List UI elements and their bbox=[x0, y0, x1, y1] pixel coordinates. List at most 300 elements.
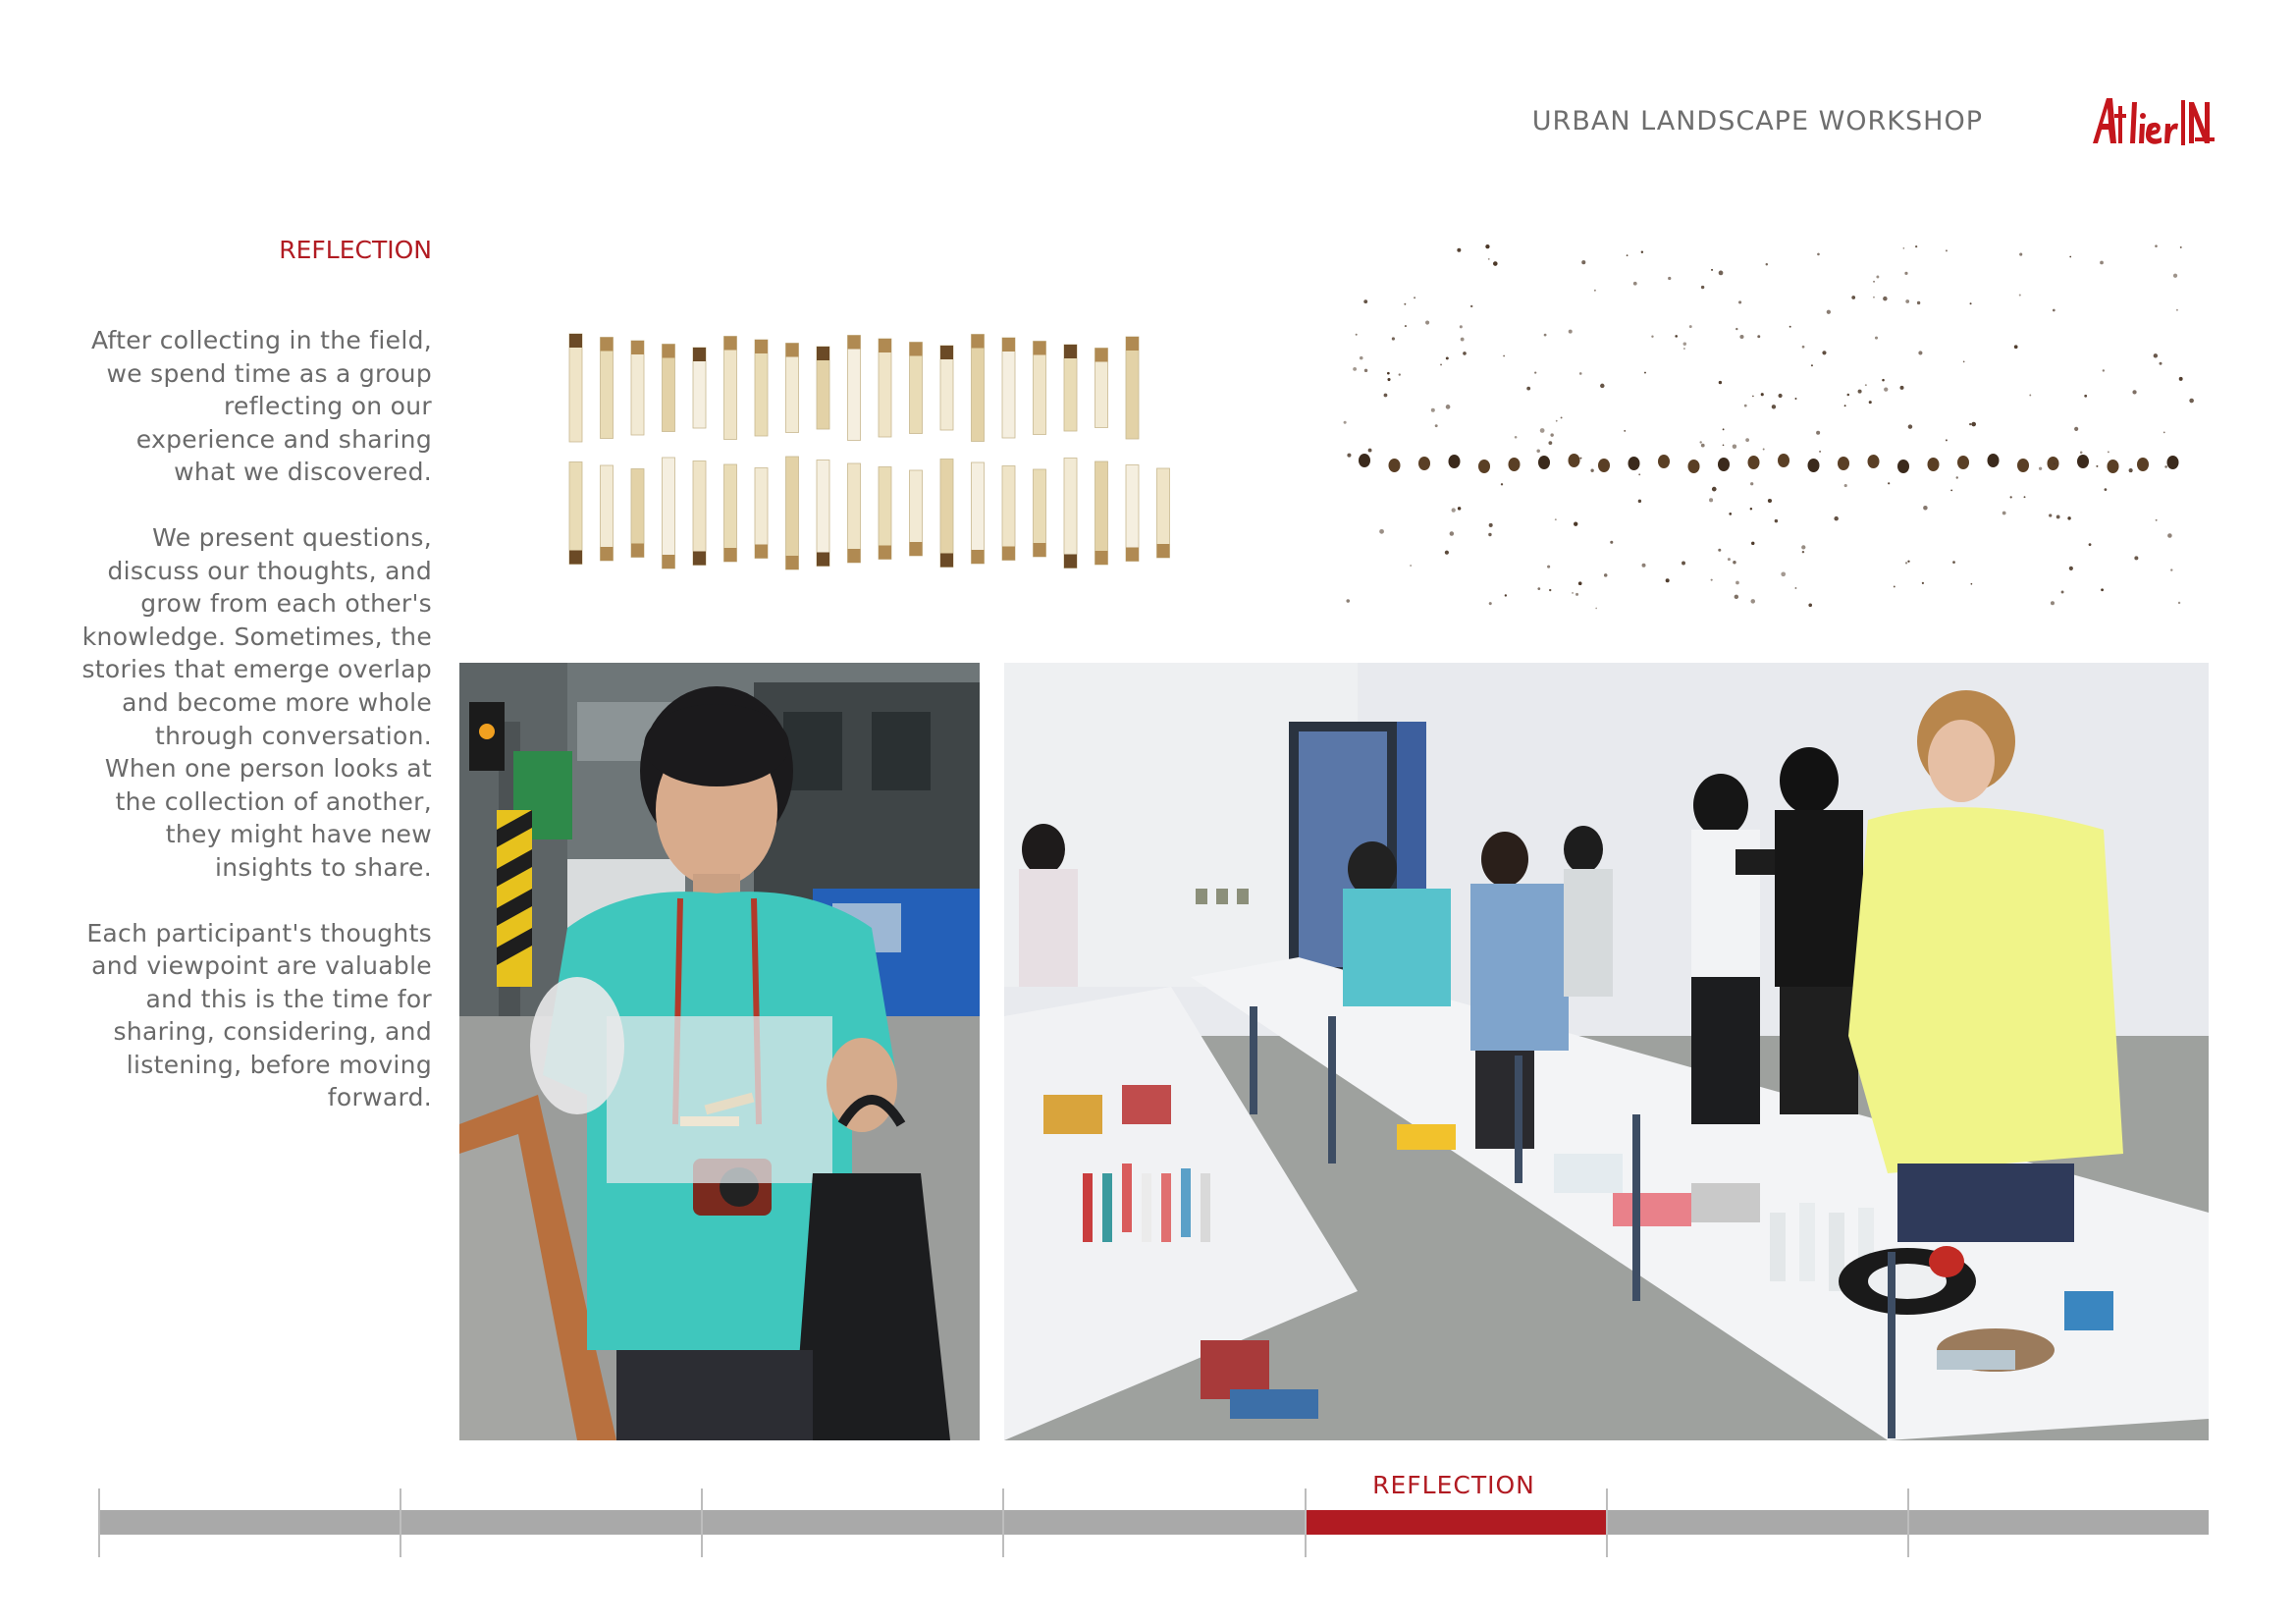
tobacco-remnant bbox=[1449, 455, 1461, 468]
tobacco-speck bbox=[2067, 516, 2070, 519]
tobacco-speck bbox=[1574, 521, 1577, 525]
tobacco-speck bbox=[1384, 394, 1388, 398]
paragraph-2: We present questions, discuss our thoughts, and grow from each other's knowledge. Sometimes, the stories that emerge overlap and become more whole through conversation. When one person looks at the collection of another, they might have new insights to share. bbox=[81, 522, 432, 882]
tobacco-remnant bbox=[1868, 455, 1880, 468]
tobacco-speck bbox=[2089, 543, 2092, 546]
tobacco-remnant bbox=[1688, 460, 1700, 473]
tobacco-speck bbox=[1733, 561, 1735, 564]
tobacco-speck bbox=[2134, 556, 2138, 560]
paragraph-3: Each participant's thoughts and viewpoint are valuable and this is the time for sharing, considering, and listening, before moving forward. bbox=[86, 918, 432, 1112]
tobacco-speck bbox=[2163, 431, 2165, 433]
tobacco-speck bbox=[1905, 562, 1907, 564]
tobacco-speck bbox=[1851, 296, 1855, 299]
tobacco-speck bbox=[1446, 356, 1449, 359]
cigarette-butt bbox=[631, 341, 644, 435]
cigarette-butt bbox=[817, 460, 829, 567]
tobacco-speck bbox=[1610, 541, 1613, 544]
tobacco-speck bbox=[1869, 401, 1872, 404]
tobacco-remnant bbox=[1418, 457, 1430, 470]
tobacco-speck bbox=[1712, 487, 1717, 492]
tobacco-speck bbox=[2039, 467, 2042, 470]
progress-divider bbox=[1907, 1489, 1909, 1557]
tobacco-speck bbox=[1346, 599, 1350, 603]
tobacco-speck bbox=[1347, 454, 1351, 458]
tobacco-speck bbox=[1503, 355, 1505, 357]
tobacco-remnant bbox=[1389, 459, 1401, 472]
tobacco-speck bbox=[1590, 469, 1593, 472]
cigarette-butt bbox=[755, 468, 768, 559]
tobacco-speck bbox=[1387, 372, 1390, 375]
tobacco-speck bbox=[1907, 561, 1909, 563]
tobacco-speck bbox=[2014, 345, 2018, 349]
cigarette-butt bbox=[1002, 338, 1015, 438]
tobacco-speck bbox=[1735, 328, 1737, 330]
tobacco-speck bbox=[1735, 581, 1739, 585]
tobacco-speck bbox=[1847, 394, 1850, 397]
tobacco-remnant bbox=[1988, 454, 2000, 467]
tobacco-speck bbox=[1544, 334, 1547, 337]
tobacco-speck bbox=[2024, 496, 2026, 498]
tobacco-speck bbox=[2084, 395, 2087, 398]
tobacco-speck bbox=[2173, 274, 2177, 278]
cigarette-butt bbox=[786, 344, 799, 433]
tobacco-speck bbox=[1555, 518, 1557, 520]
participant-portrait-photo bbox=[459, 663, 980, 1440]
tobacco-speck bbox=[1882, 379, 1885, 382]
tobacco-speck bbox=[1834, 516, 1839, 521]
cigarette-butt bbox=[663, 458, 675, 568]
tobacco-speck bbox=[1689, 325, 1692, 328]
tobacco-speck bbox=[1918, 351, 1922, 354]
cigarette-butt bbox=[755, 340, 768, 436]
tobacco-speck bbox=[1802, 346, 1805, 349]
header-title: URBAN LANDSCAPE WORKSHOP bbox=[1531, 106, 1983, 136]
tobacco-speck bbox=[1627, 254, 1629, 256]
cigarette-butt bbox=[848, 336, 861, 441]
tobacco-speck bbox=[1888, 482, 1890, 484]
tobacco-speck bbox=[1683, 342, 1686, 345]
tobacco-speck bbox=[1642, 564, 1646, 568]
tobacco-speck bbox=[1410, 565, 1412, 567]
tobacco-speck bbox=[1894, 586, 1896, 588]
cigarette-butts-line-photo bbox=[1335, 226, 2209, 619]
tobacco-speck bbox=[1946, 249, 1948, 251]
progress-divider bbox=[1002, 1489, 1004, 1557]
tobacco-speck bbox=[1638, 500, 1641, 503]
progress-active-segment bbox=[1305, 1510, 1606, 1535]
tobacco-speck bbox=[1435, 424, 1438, 427]
tobacco-speck bbox=[1971, 583, 1973, 585]
tobacco-speck bbox=[1446, 405, 1451, 409]
tobacco-speck bbox=[1922, 582, 1924, 584]
tobacco-speck bbox=[1569, 330, 1573, 334]
tobacco-speck bbox=[2180, 246, 2182, 248]
tobacco-speck bbox=[1827, 310, 1831, 314]
tobacco-speck bbox=[1651, 336, 1653, 338]
tobacco-speck bbox=[1801, 545, 1805, 549]
tobacco-speck bbox=[1581, 260, 1585, 264]
tobacco-speck bbox=[2002, 512, 2006, 515]
tobacco-speck bbox=[1952, 561, 1955, 564]
tobacco-speck bbox=[1594, 290, 1596, 292]
tobacco-speck bbox=[1789, 326, 1791, 328]
tobacco-speck bbox=[1440, 363, 1442, 365]
tobacco-speck bbox=[1595, 608, 1597, 610]
tobacco-speck bbox=[1368, 449, 1372, 453]
cigarette-butt bbox=[693, 461, 706, 566]
section-progress-bar bbox=[98, 1510, 2209, 1535]
tobacco-speck bbox=[2154, 353, 2158, 357]
body-text bbox=[79, 324, 432, 1147]
section-heading: REFLECTION bbox=[279, 236, 432, 264]
tobacco-remnant bbox=[1598, 459, 1610, 472]
tobacco-remnant bbox=[1928, 458, 1940, 471]
cigarette-butt bbox=[972, 335, 985, 442]
tobacco-speck bbox=[1844, 484, 1847, 487]
cigarette-butt bbox=[1034, 469, 1046, 557]
tobacco-speck bbox=[1575, 593, 1578, 596]
tobacco-speck bbox=[2132, 390, 2136, 394]
tobacco-speck bbox=[2156, 519, 2158, 521]
tobacco-speck bbox=[2053, 309, 2056, 312]
tobacco-remnant bbox=[2077, 455, 2089, 468]
tobacco-remnant bbox=[1808, 459, 1820, 472]
tobacco-speck bbox=[1733, 444, 1736, 448]
tobacco-speck bbox=[1739, 335, 1743, 339]
tobacco-speck bbox=[1750, 599, 1755, 604]
tobacco-speck bbox=[1600, 384, 1604, 388]
tobacco-speck bbox=[1709, 498, 1713, 502]
tobacco-speck bbox=[1489, 523, 1493, 527]
cigarette-butt bbox=[724, 464, 737, 562]
tobacco-speck bbox=[1537, 587, 1540, 590]
tobacco-speck bbox=[1711, 579, 1713, 581]
tobacco-speck bbox=[2061, 590, 2064, 593]
tobacco-speck bbox=[1794, 587, 1796, 589]
tobacco-speck bbox=[2101, 588, 2104, 591]
tobacco-speck bbox=[2164, 465, 2167, 468]
tobacco-speck bbox=[1745, 438, 1749, 442]
tobacco-speck bbox=[1904, 272, 1907, 275]
cigarette-butt bbox=[879, 339, 891, 437]
progress-label: REFLECTION bbox=[1372, 1471, 1535, 1499]
tobacco-speck bbox=[1744, 405, 1747, 407]
tobacco-speck bbox=[1738, 300, 1741, 303]
tobacco-speck bbox=[1425, 320, 1429, 324]
tobacco-speck bbox=[1548, 441, 1552, 445]
tobacco-speck bbox=[1923, 506, 1928, 511]
tobacco-speck bbox=[1353, 367, 1357, 371]
tobacco-speck bbox=[1549, 589, 1551, 591]
tobacco-speck bbox=[1946, 439, 1948, 441]
tobacco-speck bbox=[1364, 369, 1367, 372]
tobacco-speck bbox=[1668, 277, 1671, 280]
tobacco-speck bbox=[2049, 514, 2052, 516]
cigarette-butt bbox=[1034, 342, 1046, 435]
tobacco-speck bbox=[1405, 325, 1407, 327]
tobacco-speck bbox=[1360, 356, 1363, 360]
tobacco-speck bbox=[1752, 396, 1754, 398]
progress-divider bbox=[1606, 1489, 1608, 1557]
tobacco-speck bbox=[1711, 269, 1713, 271]
tobacco-remnant bbox=[1718, 458, 1730, 471]
tobacco-speck bbox=[2189, 399, 2194, 404]
tobacco-speck bbox=[1683, 348, 1685, 350]
tobacco-speck bbox=[1884, 388, 1888, 392]
tobacco-remnant bbox=[1897, 460, 1909, 473]
tobacco-speck bbox=[1682, 562, 1685, 566]
cigarette-butt bbox=[1126, 465, 1139, 562]
tobacco-remnant bbox=[1748, 456, 1760, 469]
tobacco-remnant bbox=[1359, 454, 1370, 467]
progress-divider bbox=[400, 1489, 401, 1557]
tobacco-speck bbox=[1488, 258, 1490, 260]
tobacco-remnant bbox=[1838, 457, 1849, 470]
tobacco-speck bbox=[1536, 449, 1540, 453]
cigarette-butt bbox=[631, 469, 644, 558]
tobacco-speck bbox=[1547, 566, 1550, 568]
progress-divider bbox=[98, 1489, 100, 1557]
tobacco-speck bbox=[1488, 533, 1491, 536]
tobacco-speck bbox=[1816, 431, 1820, 435]
tobacco-speck bbox=[2029, 395, 2031, 397]
tobacco-speck bbox=[1579, 372, 1582, 375]
tobacco-speck bbox=[1572, 592, 1574, 594]
tobacco-speck bbox=[1387, 378, 1390, 381]
tobacco-speck bbox=[2155, 244, 2158, 247]
tobacco-speck bbox=[2167, 533, 2172, 538]
tobacco-speck bbox=[1903, 247, 1905, 249]
tobacco-speck bbox=[1723, 444, 1725, 446]
tobacco-speck bbox=[1550, 433, 1553, 436]
tobacco-speck bbox=[1363, 299, 1367, 303]
tobacco-remnant bbox=[1629, 457, 1640, 470]
brand-logo bbox=[2089, 94, 2215, 149]
tobacco-remnant bbox=[2017, 459, 2029, 472]
cigarette-butt bbox=[786, 457, 799, 569]
tobacco-speck bbox=[1875, 337, 1878, 340]
tobacco-speck bbox=[1735, 595, 1738, 599]
tobacco-speck bbox=[1808, 603, 1812, 607]
tobacco-remnant bbox=[1778, 454, 1789, 467]
tobacco-speck bbox=[1729, 513, 1732, 515]
tobacco-remnant bbox=[1538, 456, 1550, 469]
tobacco-speck bbox=[1865, 384, 1867, 386]
tobacco-speck bbox=[1485, 244, 1489, 248]
tobacco-speck bbox=[1641, 251, 1643, 253]
tobacco-speck bbox=[1699, 441, 1701, 443]
cigarette-butt bbox=[1002, 466, 1015, 561]
tobacco-speck bbox=[1579, 458, 1581, 460]
tobacco-speck bbox=[1802, 551, 1804, 553]
tobacco-speck bbox=[1644, 372, 1646, 374]
tobacco-speck bbox=[2019, 253, 2022, 256]
tobacco-speck bbox=[2100, 261, 2104, 265]
tobacco-speck bbox=[1404, 303, 1406, 305]
tobacco-speck bbox=[1873, 281, 1875, 283]
tobacco-remnant bbox=[1509, 458, 1521, 471]
tobacco-speck bbox=[1915, 245, 1917, 247]
tobacco-remnant bbox=[2167, 456, 2179, 469]
tobacco-remnant bbox=[1957, 456, 1969, 469]
tobacco-speck bbox=[1578, 581, 1582, 585]
tobacco-speck bbox=[1766, 263, 1768, 265]
tobacco-remnant bbox=[1658, 455, 1670, 468]
cigarette-butt bbox=[879, 467, 891, 560]
tobacco-speck bbox=[1757, 335, 1760, 338]
cigarette-butt bbox=[848, 463, 861, 563]
tobacco-speck bbox=[2069, 567, 2073, 570]
tobacco-speck bbox=[1450, 531, 1454, 535]
tobacco-remnant bbox=[2108, 460, 2119, 473]
tobacco-speck bbox=[1624, 430, 1626, 432]
tobacco-speck bbox=[1908, 424, 1913, 429]
cigarette-butts-rows-photo bbox=[496, 295, 1335, 619]
cigarette-butt bbox=[1064, 345, 1077, 431]
tobacco-speck bbox=[2108, 451, 2109, 453]
cigarette-butt bbox=[1095, 349, 1108, 428]
cigarette-butt bbox=[693, 348, 706, 428]
tobacco-speck bbox=[1534, 371, 1536, 373]
tobacco-speck bbox=[1718, 549, 1721, 552]
tobacco-speck bbox=[1970, 302, 1972, 304]
tobacco-speck bbox=[1775, 519, 1778, 522]
tobacco-speck bbox=[1356, 334, 1358, 336]
tobacco-speck bbox=[1858, 390, 1862, 394]
tobacco-speck bbox=[1811, 364, 1813, 366]
cigarette-butt bbox=[569, 334, 582, 442]
tobacco-speck bbox=[1768, 499, 1772, 503]
tobacco-speck bbox=[1905, 299, 1909, 303]
tobacco-speck bbox=[1778, 394, 1782, 398]
tobacco-speck bbox=[1763, 449, 1765, 451]
tobacco-speck bbox=[2069, 256, 2071, 258]
tobacco-speck bbox=[1781, 571, 1786, 576]
cigarette-butt bbox=[910, 343, 923, 434]
tobacco-speck bbox=[1392, 337, 1395, 340]
tobacco-remnant bbox=[1478, 460, 1490, 473]
tobacco-speck bbox=[1817, 253, 1820, 256]
tobacco-speck bbox=[1844, 405, 1846, 406]
cigarette-butt bbox=[1064, 459, 1077, 568]
tobacco-speck bbox=[1431, 408, 1435, 412]
tobacco-speck bbox=[1822, 351, 1826, 354]
cigarette-butt bbox=[601, 338, 614, 439]
cigarette-butt bbox=[1095, 461, 1108, 565]
tobacco-speck bbox=[1900, 386, 1904, 390]
tobacco-speck bbox=[1873, 297, 1875, 298]
tobacco-speck bbox=[1633, 282, 1637, 286]
tobacco-speck bbox=[1540, 428, 1545, 433]
tobacco-speck bbox=[2054, 462, 2056, 464]
tobacco-speck bbox=[1723, 428, 1725, 430]
cigarette-butt bbox=[940, 346, 953, 430]
tobacco-speck bbox=[2129, 468, 2133, 472]
tobacco-remnant bbox=[2048, 457, 2059, 470]
tobacco-speck bbox=[2103, 369, 2105, 371]
tobacco-speck bbox=[1794, 398, 1796, 400]
tobacco-speck bbox=[2096, 465, 2098, 467]
tobacco-speck bbox=[1463, 352, 1467, 355]
tobacco-speck bbox=[1956, 476, 1958, 478]
tobacco-speck bbox=[1460, 325, 1463, 328]
tobacco-speck bbox=[1728, 558, 1731, 561]
tobacco-speck bbox=[1457, 248, 1461, 252]
tobacco-speck bbox=[1969, 423, 1971, 425]
tobacco-speck bbox=[1719, 271, 1724, 276]
tobacco-speck bbox=[1414, 297, 1415, 298]
tobacco-speck bbox=[1556, 420, 1558, 422]
cigarette-butt bbox=[663, 345, 675, 432]
cigarette-butt bbox=[1126, 337, 1139, 439]
tobacco-speck bbox=[2176, 309, 2178, 311]
tobacco-speck bbox=[1819, 451, 1821, 453]
tobacco-speck bbox=[1772, 405, 1776, 408]
tobacco-speck bbox=[1701, 444, 1705, 448]
tobacco-speck bbox=[1458, 507, 1461, 510]
cigarette-butt bbox=[601, 465, 614, 561]
tobacco-speck bbox=[2080, 451, 2083, 454]
tobacco-speck bbox=[1719, 381, 1722, 384]
cigarette-butt bbox=[569, 462, 582, 565]
tobacco-speck bbox=[1750, 508, 1752, 510]
tobacco-remnant bbox=[2137, 458, 2149, 471]
tobacco-speck bbox=[1505, 594, 1507, 596]
tobacco-speck bbox=[1489, 602, 1492, 605]
cigarette-butt bbox=[724, 337, 737, 440]
cigarette-butt bbox=[972, 462, 985, 564]
tobacco-speck bbox=[1344, 421, 1347, 424]
tobacco-speck bbox=[2019, 294, 2021, 296]
tobacco-speck bbox=[1470, 305, 1472, 307]
tobacco-speck bbox=[2010, 496, 2012, 498]
cigarette-butt bbox=[817, 347, 829, 429]
tobacco-speck bbox=[1638, 473, 1640, 475]
tobacco-speck bbox=[1379, 529, 1384, 534]
tobacco-speck bbox=[1493, 261, 1498, 266]
cigarette-butt bbox=[910, 470, 923, 556]
progress-divider bbox=[1305, 1489, 1307, 1557]
tobacco-speck bbox=[1501, 483, 1503, 485]
tobacco-speck bbox=[1883, 297, 1888, 301]
tobacco-speck bbox=[2105, 488, 2108, 491]
tobacco-speck bbox=[1675, 335, 1678, 338]
tobacco-speck bbox=[1604, 573, 1608, 577]
tobacco-speck bbox=[1917, 301, 1920, 304]
progress-divider bbox=[701, 1489, 703, 1557]
cigarette-butt bbox=[1157, 468, 1170, 558]
tobacco-speck bbox=[2178, 602, 2180, 604]
tobacco-remnant bbox=[1569, 454, 1580, 467]
tobacco-speck bbox=[1452, 508, 1456, 512]
tobacco-speck bbox=[2074, 427, 2078, 431]
tobacco-speck bbox=[2179, 377, 2183, 381]
tobacco-speck bbox=[2170, 568, 2172, 570]
tobacco-speck bbox=[1526, 387, 1530, 391]
tobacco-speck bbox=[1751, 542, 1754, 545]
tobacco-speck bbox=[1461, 338, 1465, 342]
tobacco-speck bbox=[1701, 286, 1704, 289]
tobacco-speck bbox=[1761, 393, 1764, 396]
tobacco-speck bbox=[1561, 416, 1563, 418]
cigarette-butt bbox=[940, 460, 953, 568]
tobacco-speck bbox=[1445, 551, 1449, 555]
tobacco-speck bbox=[1515, 436, 1518, 439]
paragraph-1: After collecting in the field, we spend time as a group reflecting on our experience and sharing what we discovered. bbox=[90, 326, 432, 487]
tobacco-speck bbox=[1399, 373, 1401, 375]
tobacco-speck bbox=[1666, 578, 1670, 582]
tobacco-speck bbox=[2160, 362, 2163, 365]
